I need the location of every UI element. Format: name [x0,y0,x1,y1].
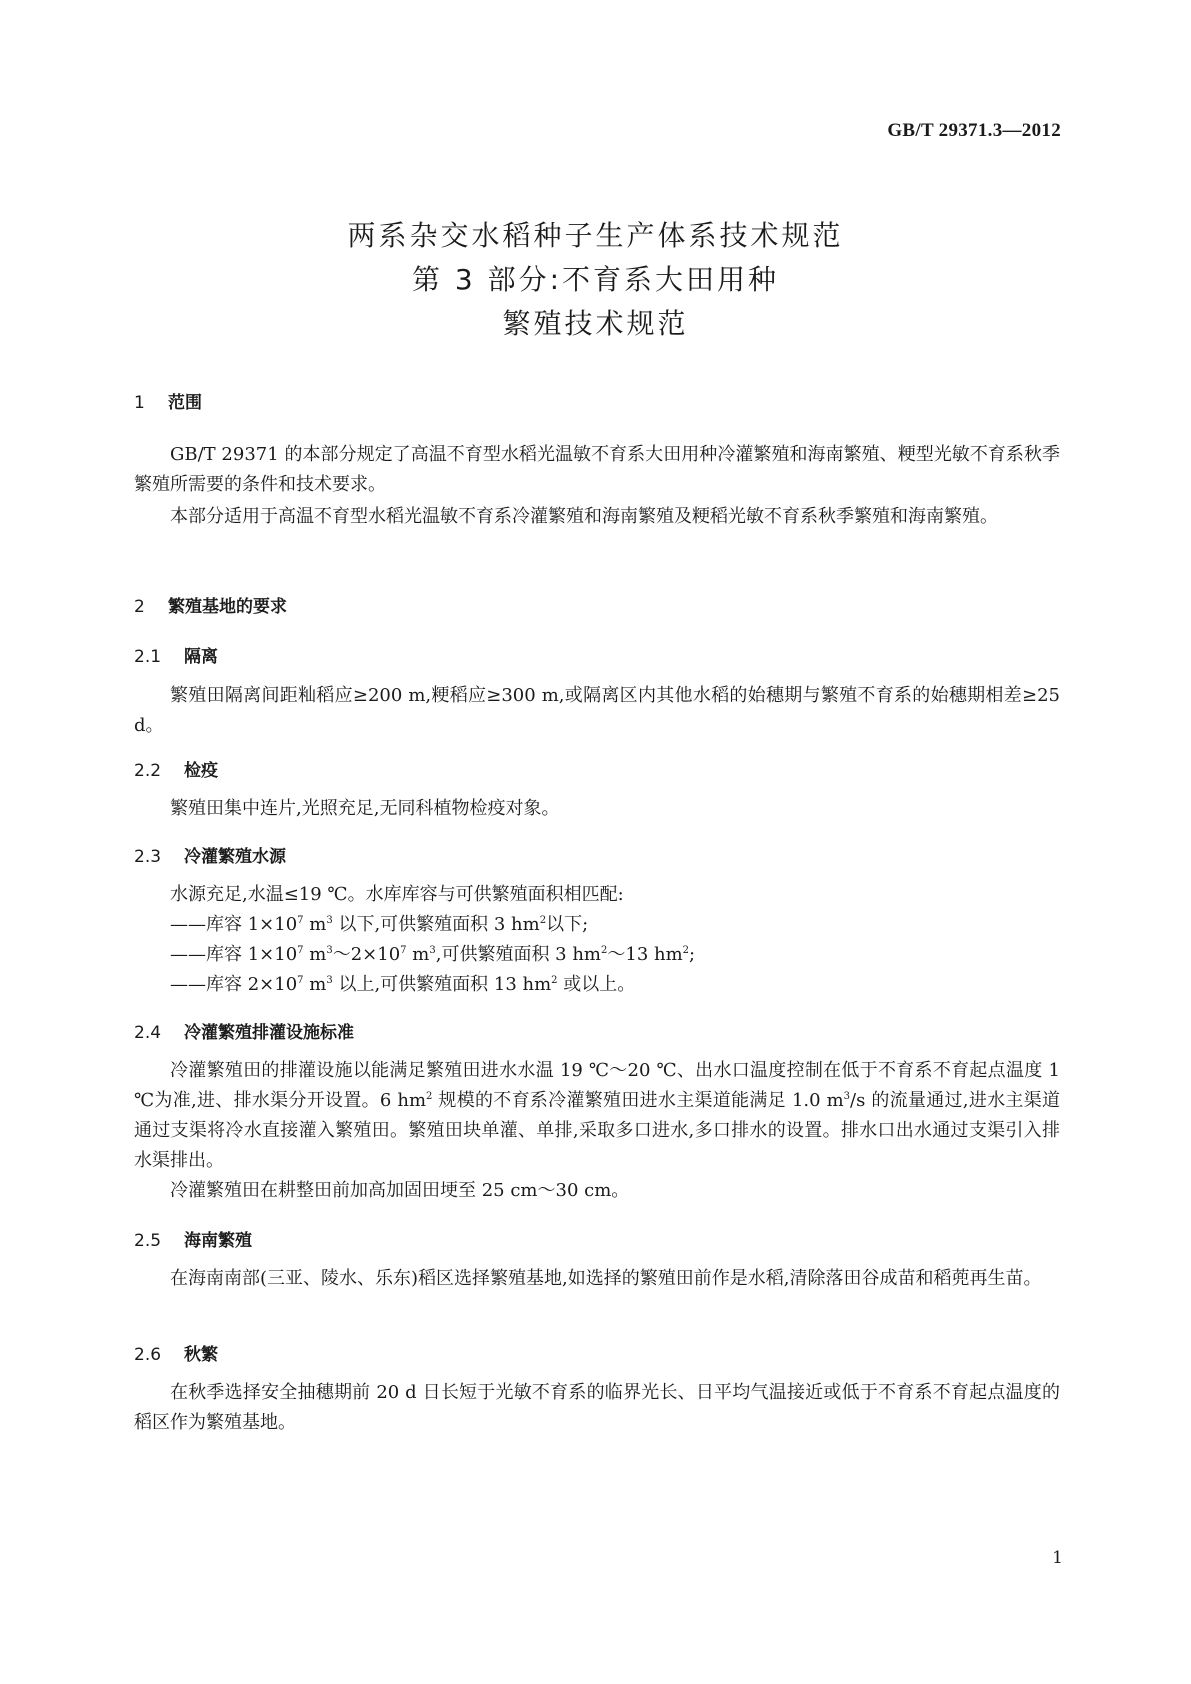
section-title: 冷灌繁殖排灌设施标准 [184,1023,354,1043]
section-2-5-heading [134,1226,252,1251]
section-number: 2.6 [134,1345,162,1365]
section-2-5-paragraph: 在海南南部(三亚、陵水、乐东)稻区选择繁殖基地,如选择的繁殖田前作是水稻,清除落田谷成苗和稻蔸再生苗。 [170,1268,1042,1289]
section-2-2-paragraph: 繁殖田集中连片,光照充足,无同科植物检疫对象。 [170,798,560,819]
section-number: 1 [134,393,145,413]
section-number: 2.5 [134,1231,162,1251]
section-title: 隔离 [184,647,218,667]
section-title: 范围 [168,393,202,413]
section-2-2-heading [134,756,218,781]
section-title: 秋繁 [184,1345,218,1365]
section-2-4-paragraph-2: 冷灌繁殖田在耕整田前加高加固田埂至 25 cm～30 cm。 [170,1180,630,1201]
section-2-1-paragraph: 繁殖田隔离间距籼稻应≥200 m,粳稻应≥300 m,或隔离区内其他水稻的始穗期与繁殖不育系的始穗期相差≥25 d。 [134,685,1060,736]
section-1-paragraph-1: GB/T 29371 的本部分规定了高温不育型水稻光温敏不育系大田用种冷灌繁殖和海南繁殖、粳型光敏不育系秋季繁殖所需要的条件和技术要求。 [134,444,1060,495]
title-line-1: 两系杂交水稻种子生产体系技术规范 [347,219,844,252]
section-2-3-intro: 水源充足,水温≤19 ℃。水库库容与可供繁殖面积相匹配: [170,884,624,905]
section-number: 2.3 [134,847,162,867]
standard-code: GB/T 29371.3—2012 [887,120,1061,141]
section-number: 2.1 [134,647,162,667]
section-number: 2 [134,597,145,617]
list-item: ——库容 $1\times 10^7$ $m^3\sim 2\times 10^7$ $m^3$,可供繁殖面积 3 $hm^2\sim 13$ $hm^2$; [170,944,696,965]
section-2-3-heading [134,842,286,867]
title-line-3: 繁殖技术规范 [502,307,689,340]
section-2-6-paragraph: 在秋季选择安全抽穗期前 20 d 日长短于光敏不育系的临界光长、日平均气温接近或低于不育系不育起点温度的稻区作为繁殖基地。 [134,1382,1060,1433]
section-number: 2.2 [134,761,162,781]
section-2-heading [134,592,287,617]
title-line-2: 第 3 部分:不育系大田用种 [411,263,780,296]
section-title: 繁殖基地的要求 [168,597,287,617]
section-title: 海南繁殖 [184,1231,252,1251]
section-2-1-heading [134,642,218,667]
page-number: 1 [1052,1548,1063,1568]
section-title: 冷灌繁殖水源 [184,847,286,867]
section-2-4-heading [134,1018,354,1043]
section-2-6-heading [134,1340,218,1365]
section-1-paragraph-2: 本部分适用于高温不育型水稻光温敏不育系冷灌繁殖和海南繁殖及粳稻光敏不育系秋季繁殖和海南繁殖。 [170,506,998,527]
section-number: 2.4 [134,1023,162,1043]
list-item: ——库容 $1\times 10^7$ $m^3$ 以下,可供繁殖面积 3 $hm^2$以下; [170,914,589,935]
list-item: ——库容 $2\times 10^7$ $m^3$ 以上,可供繁殖面积 13 $hm^2$ 或以上。 [170,974,636,995]
section-2-4-paragraph-1: 冷灌繁殖田的排灌设施以能满足繁殖田进水水温 19 ℃～20 ℃、出水口温度控制在低于不育系不育起点温度 1 ℃为准,进、排水渠分开设置。6 $hm^2$ 规模的不育系冷灌繁殖田进水主渠道能满足 1.0 $m^3/s$ 的流量通过,进水主渠道通过支渠将冷水直接灌入繁殖田。繁殖田块单灌、单排,采取多口进水,多口排水的设置。排水口出水通过支渠引入排水渠排出。 [134,1060,1060,1171]
section-1-heading [134,388,202,413]
section-title: 检疫 [184,761,218,781]
